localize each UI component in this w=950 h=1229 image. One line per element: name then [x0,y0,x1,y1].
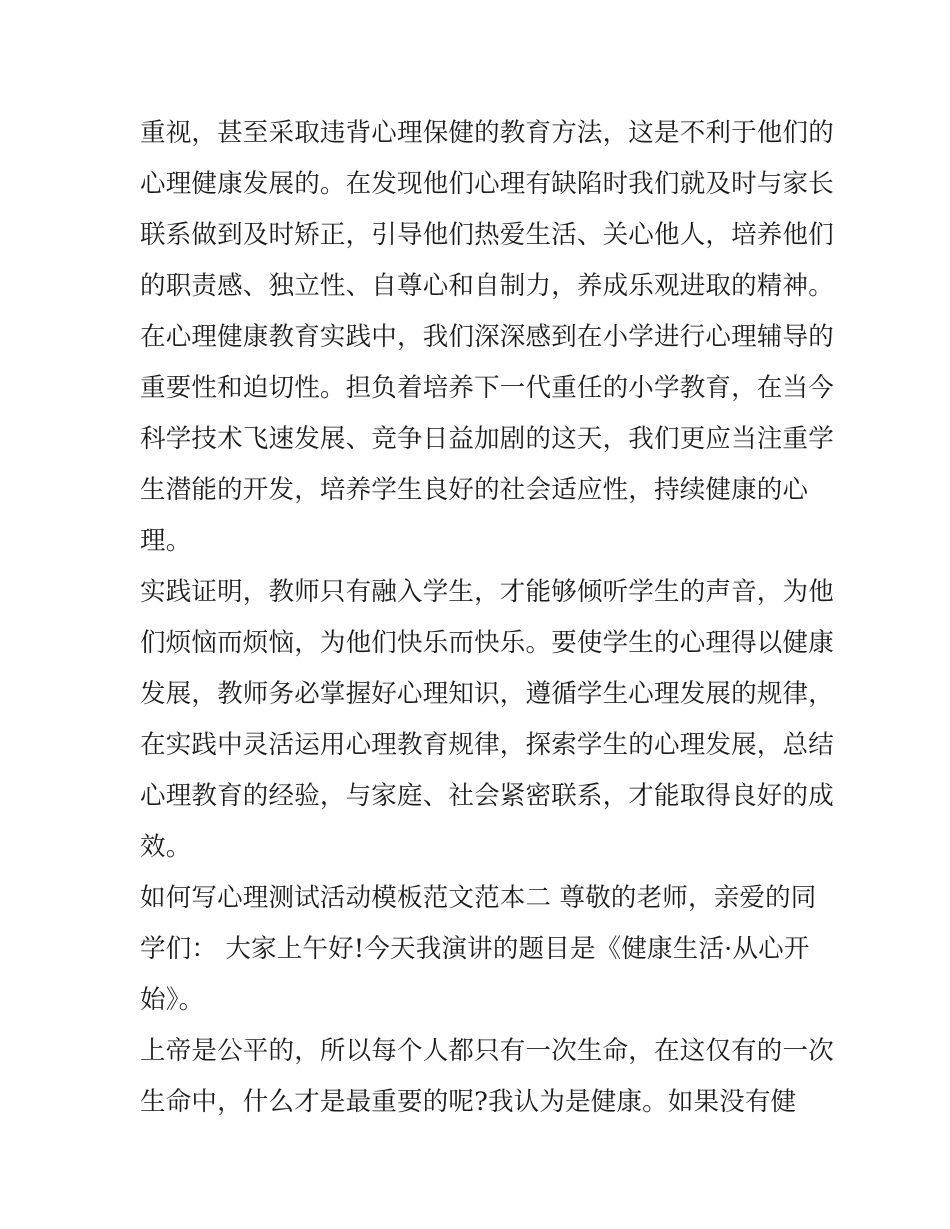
text-line: 在实践中灵活运用心理教育规律，探索学生的心理发展，总结 [140,730,834,760]
text-line: 重视，甚至采取违背心理保健的教育方法，这是不利于他们的 [140,118,834,148]
text-line: 的职责感、独立性、自尊心和自制力，养成乐观进取的精神。 [140,271,834,301]
text-line: 发展，教师务必掌握好心理知识，遵循学生心理发展的规律， [140,679,834,709]
text-line: 在心理健康教育实践中，我们深深感到在小学进行心理辅导的 [140,322,834,352]
text-line: 如何写心理测试活动模板范文范本二 尊敬的老师，亲爱的同 [140,883,817,913]
text-line: 生潜能的开发，培养学生良好的社会适应性，持续健康的心 [140,475,809,505]
text-line: 始》。 [140,985,205,1015]
text-line: 科学技术飞速发展、竞争日益加剧的这天，我们更应当注重学 [140,424,834,454]
body-text [140,108,834,1128]
text-line: 效。 [140,832,192,862]
text-line: 实践证明，教师只有融入学生，才能够倾听学生的声音，为他 [140,577,834,607]
text-line: 们烦恼而烦恼，为他们快乐而快乐。要使学生的心理得以健康 [140,628,834,658]
text-line: 心理健康发展的。在发现他们心理有缺陷时我们就及时与家长 [140,169,834,199]
text-line: 重要性和迫切性。担负着培养下一代重任的小学教育，在当今 [140,373,834,403]
text-line: 学们： 大家上午好!今天我演讲的题目是《健康生活·从心开 [140,934,810,964]
text-line: 上帝是公平的，所以每个人都只有一次生命，在这仅有的一次 [140,1036,834,1066]
text-line: 联系做到及时矫正，引导他们热爱生活、关心他人，培养他们 [140,220,834,250]
text-line: 理。 [140,526,192,556]
text-line: 生命中，什么才是最重要的呢?我认为是健康。如果没有健 [140,1087,797,1117]
text-line: 心理教育的经验，与家庭、社会紧密联系，才能取得良好的成 [140,781,834,811]
